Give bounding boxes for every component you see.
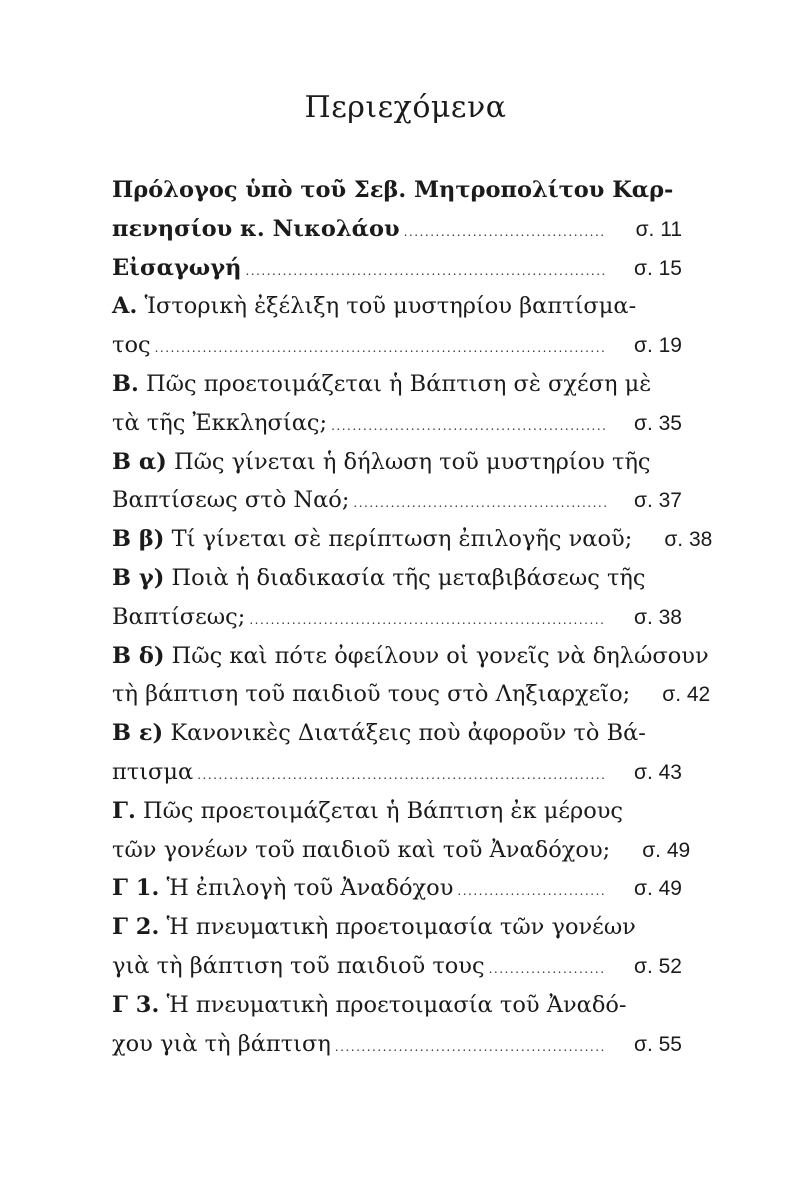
- dot-leader: [331, 411, 606, 441]
- toc-entry-text: [112, 873, 453, 903]
- toc-entry-label: Β ε): [112, 720, 164, 747]
- page-number: σ. 38: [664, 528, 713, 552]
- page-number: σ. 15: [634, 256, 682, 280]
- toc-entry-text: [112, 798, 623, 824]
- toc-line: [112, 835, 691, 868]
- toc-line: [112, 990, 682, 1020]
- toc-entry-label: Γ 3.: [112, 991, 160, 1018]
- toc-entry-title: γιὰ τὴ βάπτιση τοῦ παιδιοῦ τους: [112, 953, 485, 979]
- toc-entry-text: [112, 524, 632, 554]
- toc-entry-title: Κανονικὲς Διατάξεις ποὺ ἀφοροῦν τὸ Βά-: [163, 720, 646, 747]
- toc-entry-title: Πῶς γίνεται ἡ δήλωση τοῦ μυστηρίου τῆς: [166, 448, 651, 475]
- toc-entry-text: [112, 914, 636, 940]
- toc-line: [112, 485, 682, 518]
- toc-entry-title: τὰ τῆς Ἐκκλησίας;: [112, 409, 328, 436]
- toc-entry-text: [112, 565, 645, 591]
- page-number: σ. 11: [635, 217, 682, 241]
- page-number: σ. 49: [642, 838, 691, 862]
- toc-line: [112, 291, 682, 321]
- page-number: σ. 37: [634, 489, 682, 513]
- toc-entry-label: Β δ): [112, 642, 165, 669]
- toc-entry-title: Πῶς καὶ πότε ὀφείλουν οἱ γονεῖς νὰ δηλώσουν: [164, 642, 709, 669]
- toc-line: [112, 330, 682, 363]
- page-number: σ. 52: [634, 955, 682, 978]
- toc-line: [112, 679, 711, 712]
- toc-entry-text: [112, 1029, 331, 1059]
- toc-entry-text: [112, 643, 709, 669]
- page-number: σ. 19: [634, 334, 682, 358]
- toc-entry-title: Βαπτίσεως;: [112, 603, 246, 630]
- toc-entry-label: Β β): [112, 526, 165, 553]
- toc-line: [112, 447, 682, 477]
- toc-line: [112, 214, 682, 247]
- page-title: Περιεχόμενα: [304, 90, 507, 125]
- page-number: σ. 42: [662, 683, 711, 707]
- toc-entry-text: [112, 485, 349, 515]
- dot-leader: [457, 876, 606, 906]
- page-number: σ. 38: [634, 605, 682, 629]
- toc-entry-text: [112, 177, 673, 203]
- toc-entry-text: [112, 330, 151, 360]
- toc-line: [112, 524, 713, 557]
- toc-entry-title: Τί γίνεται σὲ περίπτωση ἐπιλογῆς ναοῦ;: [164, 526, 633, 553]
- dot-leader: [245, 256, 606, 286]
- toc-entry-title: Βαπτίσεως στὸ Ναό;: [112, 487, 350, 514]
- toc-entry-text: [112, 992, 627, 1018]
- toc-line: [112, 757, 682, 790]
- toc-line: [112, 873, 682, 906]
- toc-line: [112, 175, 682, 205]
- toc-entry-title: Ἡ ἐπιλογὴ τοῦ Ἀναδόχου: [159, 875, 454, 902]
- toc-entry-text: [112, 720, 646, 746]
- toc-entry-label: Β.: [112, 371, 139, 397]
- toc-entry-title: τὴ βάπτιση τοῦ παιδιοῦ τους στὸ Ληξιαρχεῖο;: [112, 681, 631, 708]
- dot-leader: [249, 605, 606, 635]
- toc-entry-label: Εἰσαγωγή: [112, 254, 242, 281]
- dot-leader: [489, 954, 606, 984]
- toc-line: [112, 718, 682, 748]
- toc-entry-label: Α.: [112, 293, 138, 320]
- toc-entry-label: Γ 2.: [112, 914, 160, 941]
- toc-entry-title: τος: [112, 332, 151, 359]
- toc-line: [112, 951, 682, 984]
- toc-entry-title: χου γιὰ τὴ βάπτιση: [112, 1030, 331, 1057]
- toc-line: [112, 641, 709, 671]
- toc-entry-label: πενησίου κ. Νικολάου: [112, 215, 400, 242]
- toc-entry-title: Ποιὰ ἡ διαδικασία τῆς μεταβιβάσεως τῆς: [164, 565, 646, 591]
- dot-leader: [335, 1032, 606, 1062]
- page-number: σ. 35: [634, 411, 682, 435]
- toc-entry-title: πτισμα: [112, 759, 194, 785]
- toc-entry-text: [112, 371, 651, 397]
- toc-line: [112, 602, 682, 635]
- toc-entry-text: [112, 835, 610, 865]
- dot-leader: [404, 217, 606, 247]
- toc-entry-label: Β α): [112, 448, 167, 475]
- toc-entry-label: Β γ): [112, 565, 165, 591]
- toc-entry-title: Πῶς προετοιμάζεται ἡ Βάπτιση σὲ σχέση μὲ: [138, 371, 652, 397]
- toc-entry-title: Ἡ πνευματικὴ προετοιμασία τῶν γονέων: [159, 914, 636, 941]
- toc-line: [112, 563, 682, 593]
- toc-entry-label: Γ 1.: [112, 875, 160, 902]
- page-number: σ. 55: [634, 1032, 682, 1056]
- dot-leader: [353, 488, 606, 518]
- toc-entry-title: τῶν γονέων τοῦ παιδιοῦ καὶ τοῦ Ἀναδόχου;: [112, 836, 611, 863]
- toc-entry-text: [112, 449, 651, 475]
- toc-line: [112, 912, 682, 942]
- toc-entry-text: [112, 602, 245, 632]
- toc-entry-text: [112, 214, 400, 244]
- toc-entry-text: [112, 679, 630, 709]
- toc-line: [112, 408, 682, 441]
- dot-leader: [197, 760, 606, 790]
- page-number: σ. 43: [634, 761, 682, 784]
- toc-entry-text: [112, 253, 241, 283]
- toc-entry-title: Ἡ πνευματικὴ προετοιμασία τοῦ Ἀναδό-: [159, 991, 627, 1018]
- toc-entry-label: Γ.: [112, 797, 136, 824]
- dot-leader: [155, 333, 606, 363]
- toc-line: [112, 253, 682, 286]
- toc-entry-title: Πῶς προετοιμάζεται ἡ Βάπτιση ἐκ μέρους: [135, 797, 624, 824]
- toc-line: [112, 369, 682, 399]
- toc-entry-title: Ἱστορικὴ ἐξέλιξη τοῦ μυστηρίου βαπτίσμα-: [137, 293, 637, 320]
- toc-entry-text: [112, 951, 485, 981]
- toc-entry-text: [112, 408, 327, 438]
- page-number: σ. 49: [634, 877, 682, 901]
- toc-entry-text: [112, 757, 193, 787]
- toc-line: [112, 796, 682, 826]
- toc-entry-label: Πρόλογος ὑπὸ τοῦ Σεβ. Μητροπολίτου Καρ-: [112, 177, 674, 203]
- toc-line: [112, 1029, 682, 1062]
- toc-entry-text: [112, 293, 636, 319]
